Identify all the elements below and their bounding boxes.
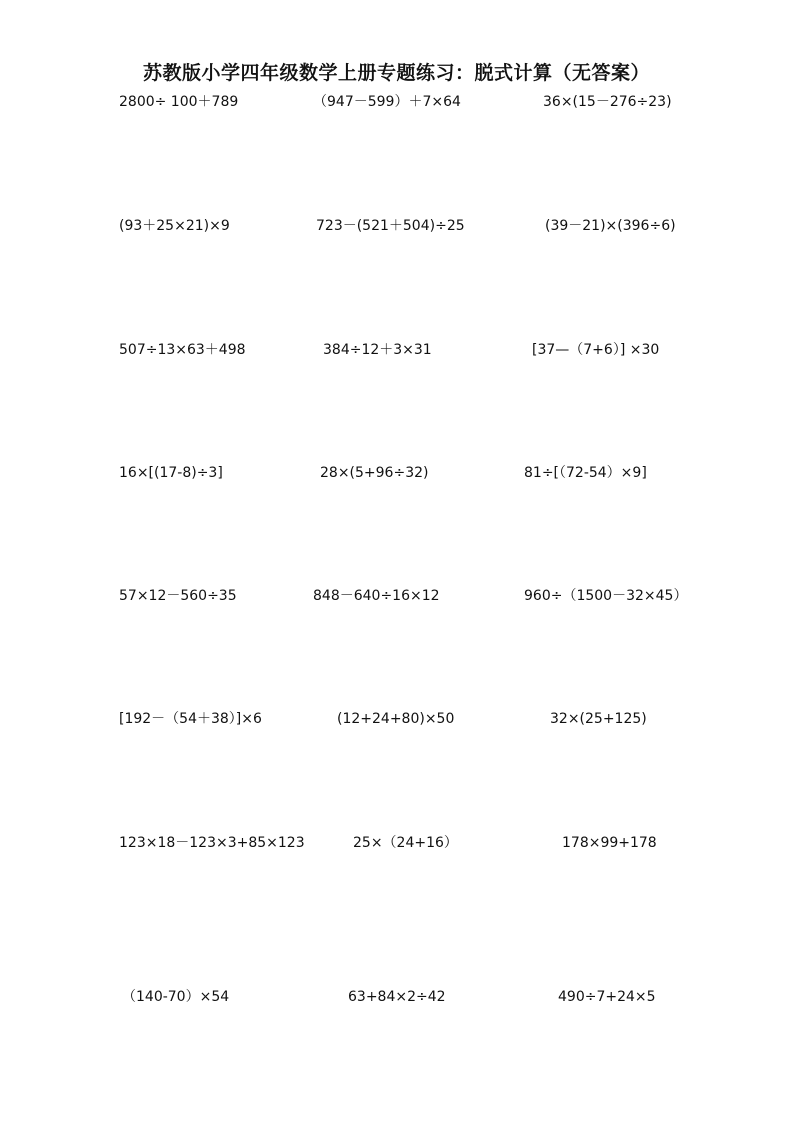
problem-r8-c2: 63+84×2÷42 [348,989,446,1005]
problem-r4-c1: 16×[(17-8)÷3] [119,465,223,481]
problem-r2-c1: (93＋25×21)×9 [119,218,230,234]
problem-r7-c3: 178×99+178 [562,835,657,851]
problem-r6-c3: 32×(25+125) [550,711,647,727]
problem-r8-c1: （140-70）×54 [122,989,230,1005]
problem-r3-c2: 384÷12＋3×31 [323,342,432,358]
problem-r4-c3: 81÷[（72-54）×9] [524,465,647,481]
problem-r2-c2: 723－(521＋504)÷25 [316,218,465,234]
problem-r6-c1: [192－（54＋38）]×6 [119,711,262,727]
problem-r4-c2: 28×(5+96÷32) [320,465,429,481]
problem-r7-c1: 123×18－123×3+85×123 [119,835,305,851]
problem-r1-c2: （947－599）＋7×64 [313,94,461,110]
problem-r5-c1: 57×12－560÷35 [119,588,237,604]
problem-r1-c3: 36×(15－276÷23) [543,94,672,110]
problem-r5-c2: 848－640÷16×12 [313,588,440,604]
problem-r5-c3: 960÷（1500－32×45） [524,588,688,604]
problem-r6-c2: (12+24+80)×50 [337,711,455,727]
problem-r7-c2: 25×（24+16） [353,835,458,851]
problem-r8-c3: 490÷7+24×5 [558,989,656,1005]
problem-r3-c1: 507÷13×63＋498 [119,342,246,358]
problem-r2-c3: (39－21)×(396÷6) [545,218,676,234]
page-title: 苏教版小学四年级数学上册专题练习：脱式计算（无答案） [142,62,650,84]
problem-r3-c3: [37—（7+6）] ×30 [532,342,660,358]
problem-r1-c1: 2800÷ 100＋789 [119,94,239,110]
